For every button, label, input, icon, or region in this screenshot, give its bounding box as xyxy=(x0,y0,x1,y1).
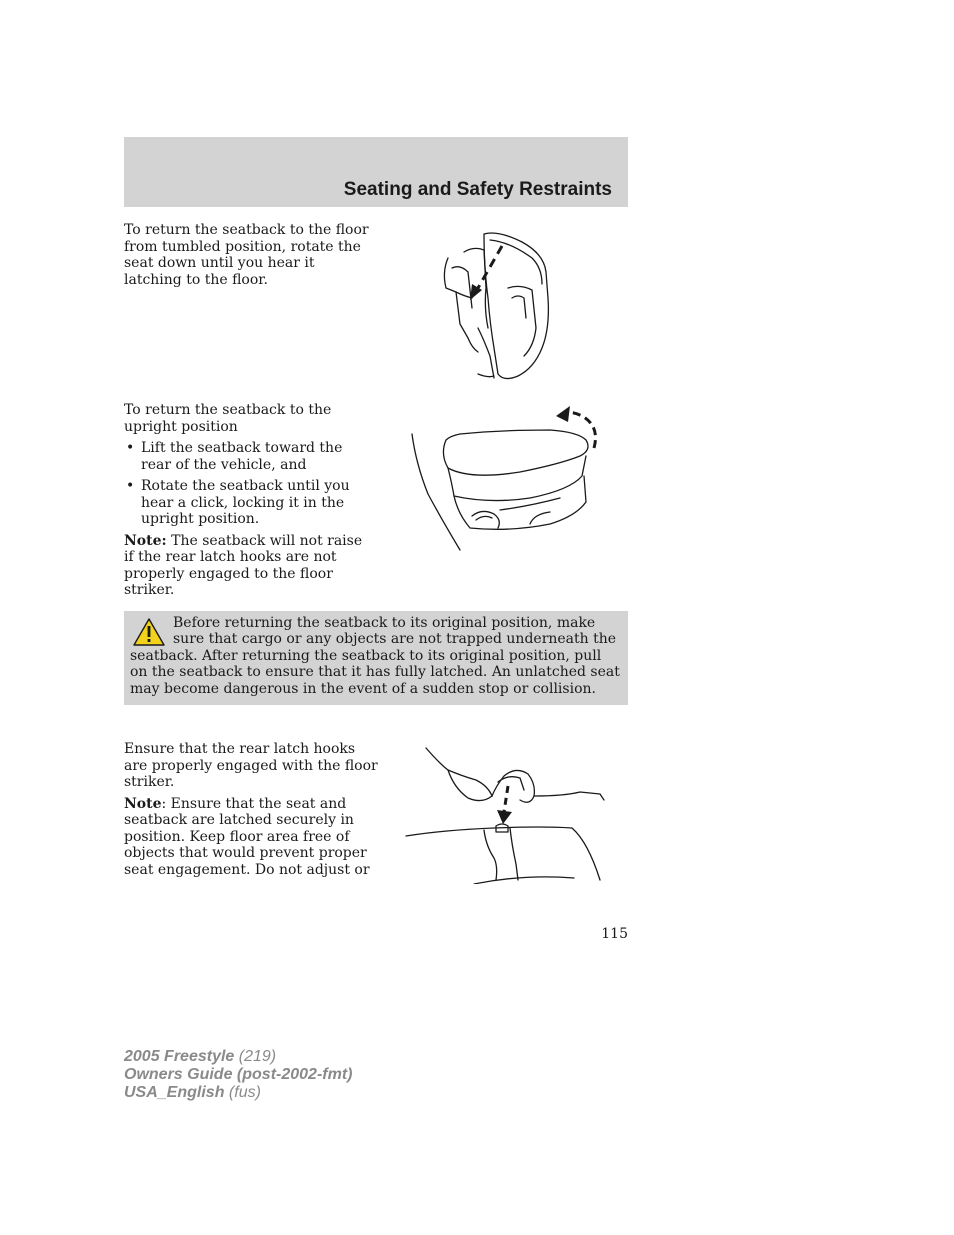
latch-hook-illustration xyxy=(404,746,608,884)
upright-note xyxy=(124,533,372,599)
footer-language-code: (fus) xyxy=(224,1084,261,1101)
footer-guide: Owners Guide (post-2002-fmt) xyxy=(124,1066,353,1083)
seat-tumbled-illustration xyxy=(438,228,558,384)
latch-note xyxy=(124,796,378,879)
header-band xyxy=(124,137,628,207)
footer-info xyxy=(124,1048,352,1102)
section-upright-return xyxy=(124,402,372,604)
upright-intro-text: To return the seatback to the upright position xyxy=(124,402,332,435)
upright-steps-list xyxy=(124,440,372,528)
seatback-upright-illustration xyxy=(410,404,602,554)
footer-model-code: (219) xyxy=(234,1048,277,1065)
list-item: • Rotate the seatback until you hear a click, locking it in the upright position. xyxy=(124,478,372,528)
section-title: Seating and Safety Restraints xyxy=(343,179,612,200)
footer-model: 2005 Freestyle xyxy=(124,1048,235,1065)
list-item: • Lift the seatback toward the rear of the vehicle, and xyxy=(124,440,372,473)
note-label: Note xyxy=(124,795,162,812)
warning-text: Before returning the seatback to its original position, make sure that cargo or any objects are not trapped underneath the seatback. After returning the seatback to its original position, pull on the seatback to ensure that it has fully latched. An unlatched seat may become dangerous in the event of a sudden stop or collision. xyxy=(130,615,620,697)
section-tumbled-return xyxy=(124,222,372,293)
note-label: Note: xyxy=(124,532,167,549)
latch-hooks-text: Ensure that the rear latch hooks are properly engaged with the floor striker. xyxy=(124,741,378,790)
tumbled-return-text: To return the seatback to the floor from tumbled position, rotate the seat down until you hear it latching to the floor. xyxy=(124,222,369,288)
page-number: 115 xyxy=(601,926,628,942)
note-text: : Ensure that the seat and seatback are latched securely in position. Keep floor area free of objects that would prevent proper seat engagement. Do not adjust or xyxy=(124,795,370,878)
footer-language: USA_English xyxy=(124,1084,225,1101)
note-text: The seatback will not raise if the rear latch hooks are not properly engaged to the floor striker. xyxy=(124,532,363,598)
warning-box xyxy=(124,611,628,705)
section-latch-hooks xyxy=(124,741,378,883)
